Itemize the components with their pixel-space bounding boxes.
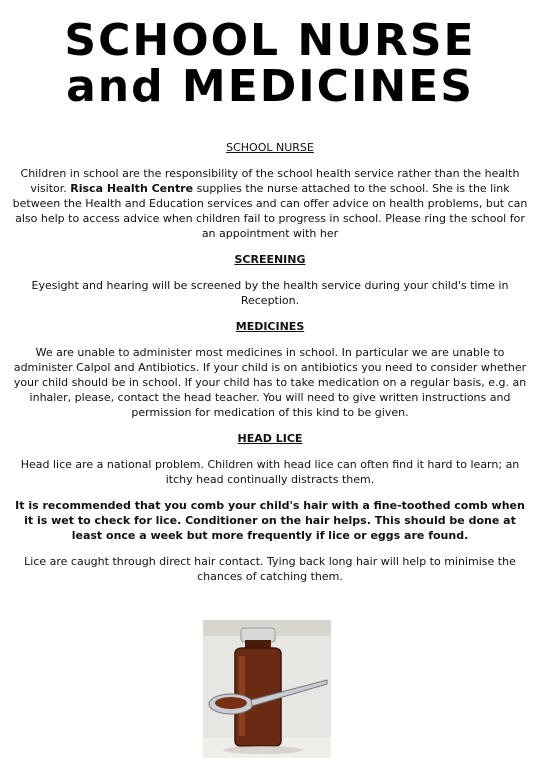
head-lice-heading: HEAD LICE bbox=[237, 432, 303, 445]
title-line-1: SCHOOL NURSE bbox=[64, 15, 476, 66]
title-line-2: and MEDICINES bbox=[66, 61, 474, 112]
screening-paragraph: Eyesight and hearing will be screened by the health service during your child's time in Reception. bbox=[31, 279, 509, 307]
school-nurse-text-2: supplies the nurse attached to the school. She is the link between the Health and Education services and can offer advice on health problems, but can also help to access advice when children fail to progress in school. Please ring the school for an appointment with her bbox=[12, 182, 528, 240]
head-lice-paragraph-3: Lice are caught through direct hair contact. Tying back long hair will help to minimise the chances of catching them. bbox=[24, 555, 516, 583]
head-lice-paragraph-2: It is recommended that you comb your child's hair with a fine-toothed comb when it is wet to check for lice. Conditioner on the hair helps. This should be done at least once a week but more frequently if lice or eggs are found. bbox=[15, 499, 525, 542]
head-lice-paragraph-1: Head lice are a national problem. Children with head lice can often find it hard to learn; an itchy head continually distracts them. bbox=[20, 458, 520, 486]
school-nurse-text-1: Children in school are the responsibility of the school health service rather than the health visitor. bbox=[20, 167, 520, 195]
medicine-bottle-icon bbox=[203, 620, 331, 758]
health-centre-name: Risca Health Centre bbox=[70, 182, 194, 195]
page-title bbox=[14, 15, 526, 112]
medicines-heading: MEDICINES bbox=[235, 320, 305, 333]
medicines-paragraph: We are unable to administer most medicines in school. In particular we are unable to administer Calpol and Antibiotics. If your child is on antibiotics you need to consider whether your child should be in school. If your child has to take medication on a regular basis, e.g. an inhaler, please, contact the head teacher. You will need to give written instructions and permission for medication of this kind to be given. bbox=[13, 346, 527, 419]
document-body bbox=[12, 140, 528, 595]
school-nurse-paragraph bbox=[12, 166, 528, 241]
school-nurse-heading: SCHOOL NURSE bbox=[226, 141, 314, 154]
medicine-illustration bbox=[203, 620, 331, 758]
bottle-cap bbox=[241, 628, 275, 642]
screening-heading: SCREENING bbox=[234, 253, 306, 266]
